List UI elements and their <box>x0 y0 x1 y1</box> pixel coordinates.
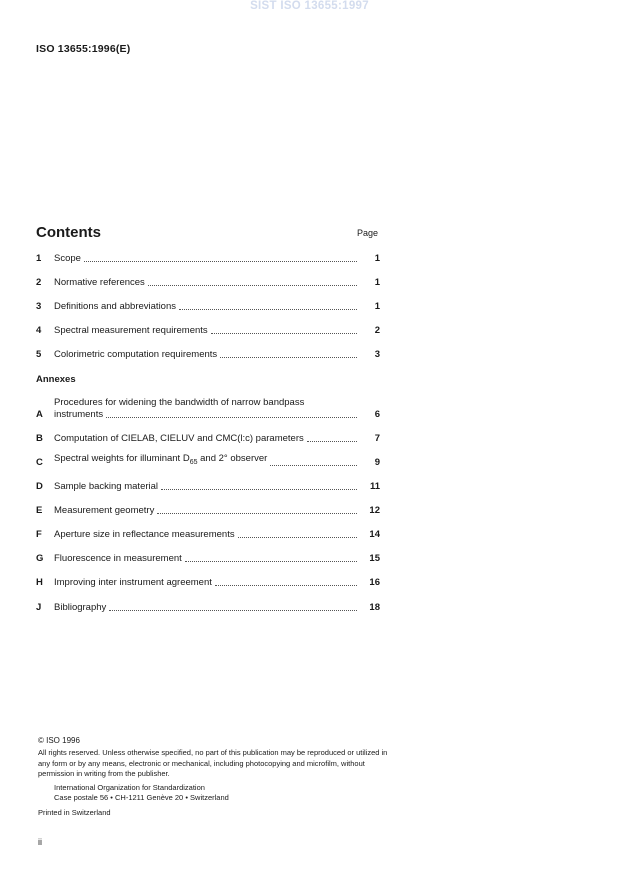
toc-entry-title: Aperture size in reflectance measurements <box>54 529 235 540</box>
toc-entry-number: A <box>36 409 43 420</box>
toc-entry-number: F <box>36 529 42 540</box>
toc-entry-title-continued: instruments <box>54 409 104 420</box>
dot-leader <box>106 417 357 418</box>
toc-annex-entry[interactable] <box>36 455 380 469</box>
standard-number: ISO 13655:1996(E) <box>36 43 131 55</box>
toc-entry-title: Normative references <box>54 277 145 288</box>
toc-entry-page: 1 <box>374 301 380 312</box>
toc-entry-page: 3 <box>374 349 380 360</box>
toc-annex-entry[interactable] <box>36 575 380 589</box>
toc-entry-page: 1 <box>374 277 380 288</box>
toc-entry-number: D <box>36 481 43 492</box>
contents-heading: Contents <box>36 224 101 241</box>
dot-leader <box>220 357 357 358</box>
toc-entry-number: G <box>36 553 44 564</box>
toc-entry-title: Improving inter instrument agreement <box>54 577 212 588</box>
toc-entry-page: 14 <box>369 529 380 540</box>
toc-entry[interactable] <box>36 275 380 289</box>
toc-entry-number: B <box>36 433 43 444</box>
dot-leader <box>185 561 357 562</box>
toc-annex-entry[interactable] <box>36 431 380 445</box>
organization-address: Case postale 56 • CH-1211 Genève 20 • Switzerland <box>54 793 229 802</box>
annexes-heading: Annexes <box>36 374 76 385</box>
toc-entry-title: Spectral weights for illuminant $D_{65}$ and 2° observer <box>54 453 268 466</box>
toc-entry-number: 4 <box>36 325 42 336</box>
toc-entry-page: 15 <box>369 553 380 564</box>
toc-entry-page: 1 <box>374 253 380 264</box>
toc-entry-number: H <box>36 577 43 588</box>
toc-entry-page: 6 <box>374 409 380 420</box>
toc-entry-number: J <box>36 602 42 613</box>
toc-entry-title: Sample backing material <box>54 481 159 492</box>
toc-entry-title: Scope <box>54 253 81 264</box>
toc-annex-entry[interactable] <box>36 527 380 541</box>
toc-entry-title: Bibliography <box>54 602 107 613</box>
printed-in: Printed in Switzerland <box>38 808 111 817</box>
dot-leader <box>157 513 357 514</box>
toc-entry-title: Measurement geometry <box>54 505 155 516</box>
toc-entry[interactable] <box>36 323 380 337</box>
toc-annex-entry[interactable] <box>36 479 380 493</box>
rights-statement: All rights reserved. Unless otherwise specified, no part of this publication may be reproduced or utilized in any form or by any means, electronic or mechanical, including photocopying and microfilm, without permission in writing from the publisher. <box>38 748 388 778</box>
publisher-address <box>54 783 229 803</box>
toc-entry-number: C <box>36 457 43 468</box>
toc-entry[interactable] <box>36 347 380 361</box>
dot-leader <box>109 610 357 611</box>
page-number: ii <box>38 837 42 847</box>
toc-entry-title: Computation of CIELAB, CIELUV and CMC(l:c) parameters <box>54 433 304 444</box>
copyright-notice: © ISO 1996 <box>38 736 80 745</box>
toc-annex-entry[interactable] <box>36 395 380 421</box>
dot-leader <box>215 585 357 586</box>
toc-entry-number: 5 <box>36 349 42 360</box>
toc-entry[interactable] <box>36 251 380 265</box>
dot-leader <box>84 261 357 262</box>
toc-entry-title: Colorimetric computation requirements <box>54 349 218 360</box>
toc-entry-page: 12 <box>369 505 380 516</box>
dot-leader <box>161 489 357 490</box>
toc-entry-page: 9 <box>374 457 380 468</box>
toc-entry-number: 2 <box>36 277 42 288</box>
toc-entry-page: 11 <box>369 481 380 492</box>
watermark: SIST ISO 13655:1997 <box>250 0 369 12</box>
dot-leader <box>238 537 357 538</box>
dot-leader <box>179 309 357 310</box>
toc-entry-page: 18 <box>369 602 380 613</box>
toc-entry-page: 7 <box>374 433 380 444</box>
dot-leader <box>211 333 357 334</box>
toc-entry-page: 16 <box>369 577 380 588</box>
toc-entry-number: 1 <box>36 253 42 264</box>
toc-annex-entry[interactable] <box>36 503 380 517</box>
organization-name: International Organization for Standardization <box>54 783 205 792</box>
toc-entry-title: Spectral measurement requirements <box>54 325 208 336</box>
dot-leader <box>307 441 357 442</box>
toc-annex-entry[interactable] <box>36 551 380 565</box>
toc-entry-title: Procedures for widening the bandwidth of narrow bandpass <box>54 397 305 408</box>
toc-entry-number: 3 <box>36 301 42 312</box>
page-column-label: Page <box>357 228 379 238</box>
toc-entry-number: E <box>36 505 43 516</box>
dot-leader <box>270 465 357 466</box>
dot-leader <box>148 285 357 286</box>
toc-entry-title: Fluorescence in measurement <box>54 553 182 564</box>
toc-annex-entry[interactable] <box>36 600 380 614</box>
toc-entry-page: 2 <box>374 325 380 336</box>
toc-entry-title: Definitions and abbreviations <box>54 301 176 312</box>
toc-entry[interactable] <box>36 299 380 313</box>
